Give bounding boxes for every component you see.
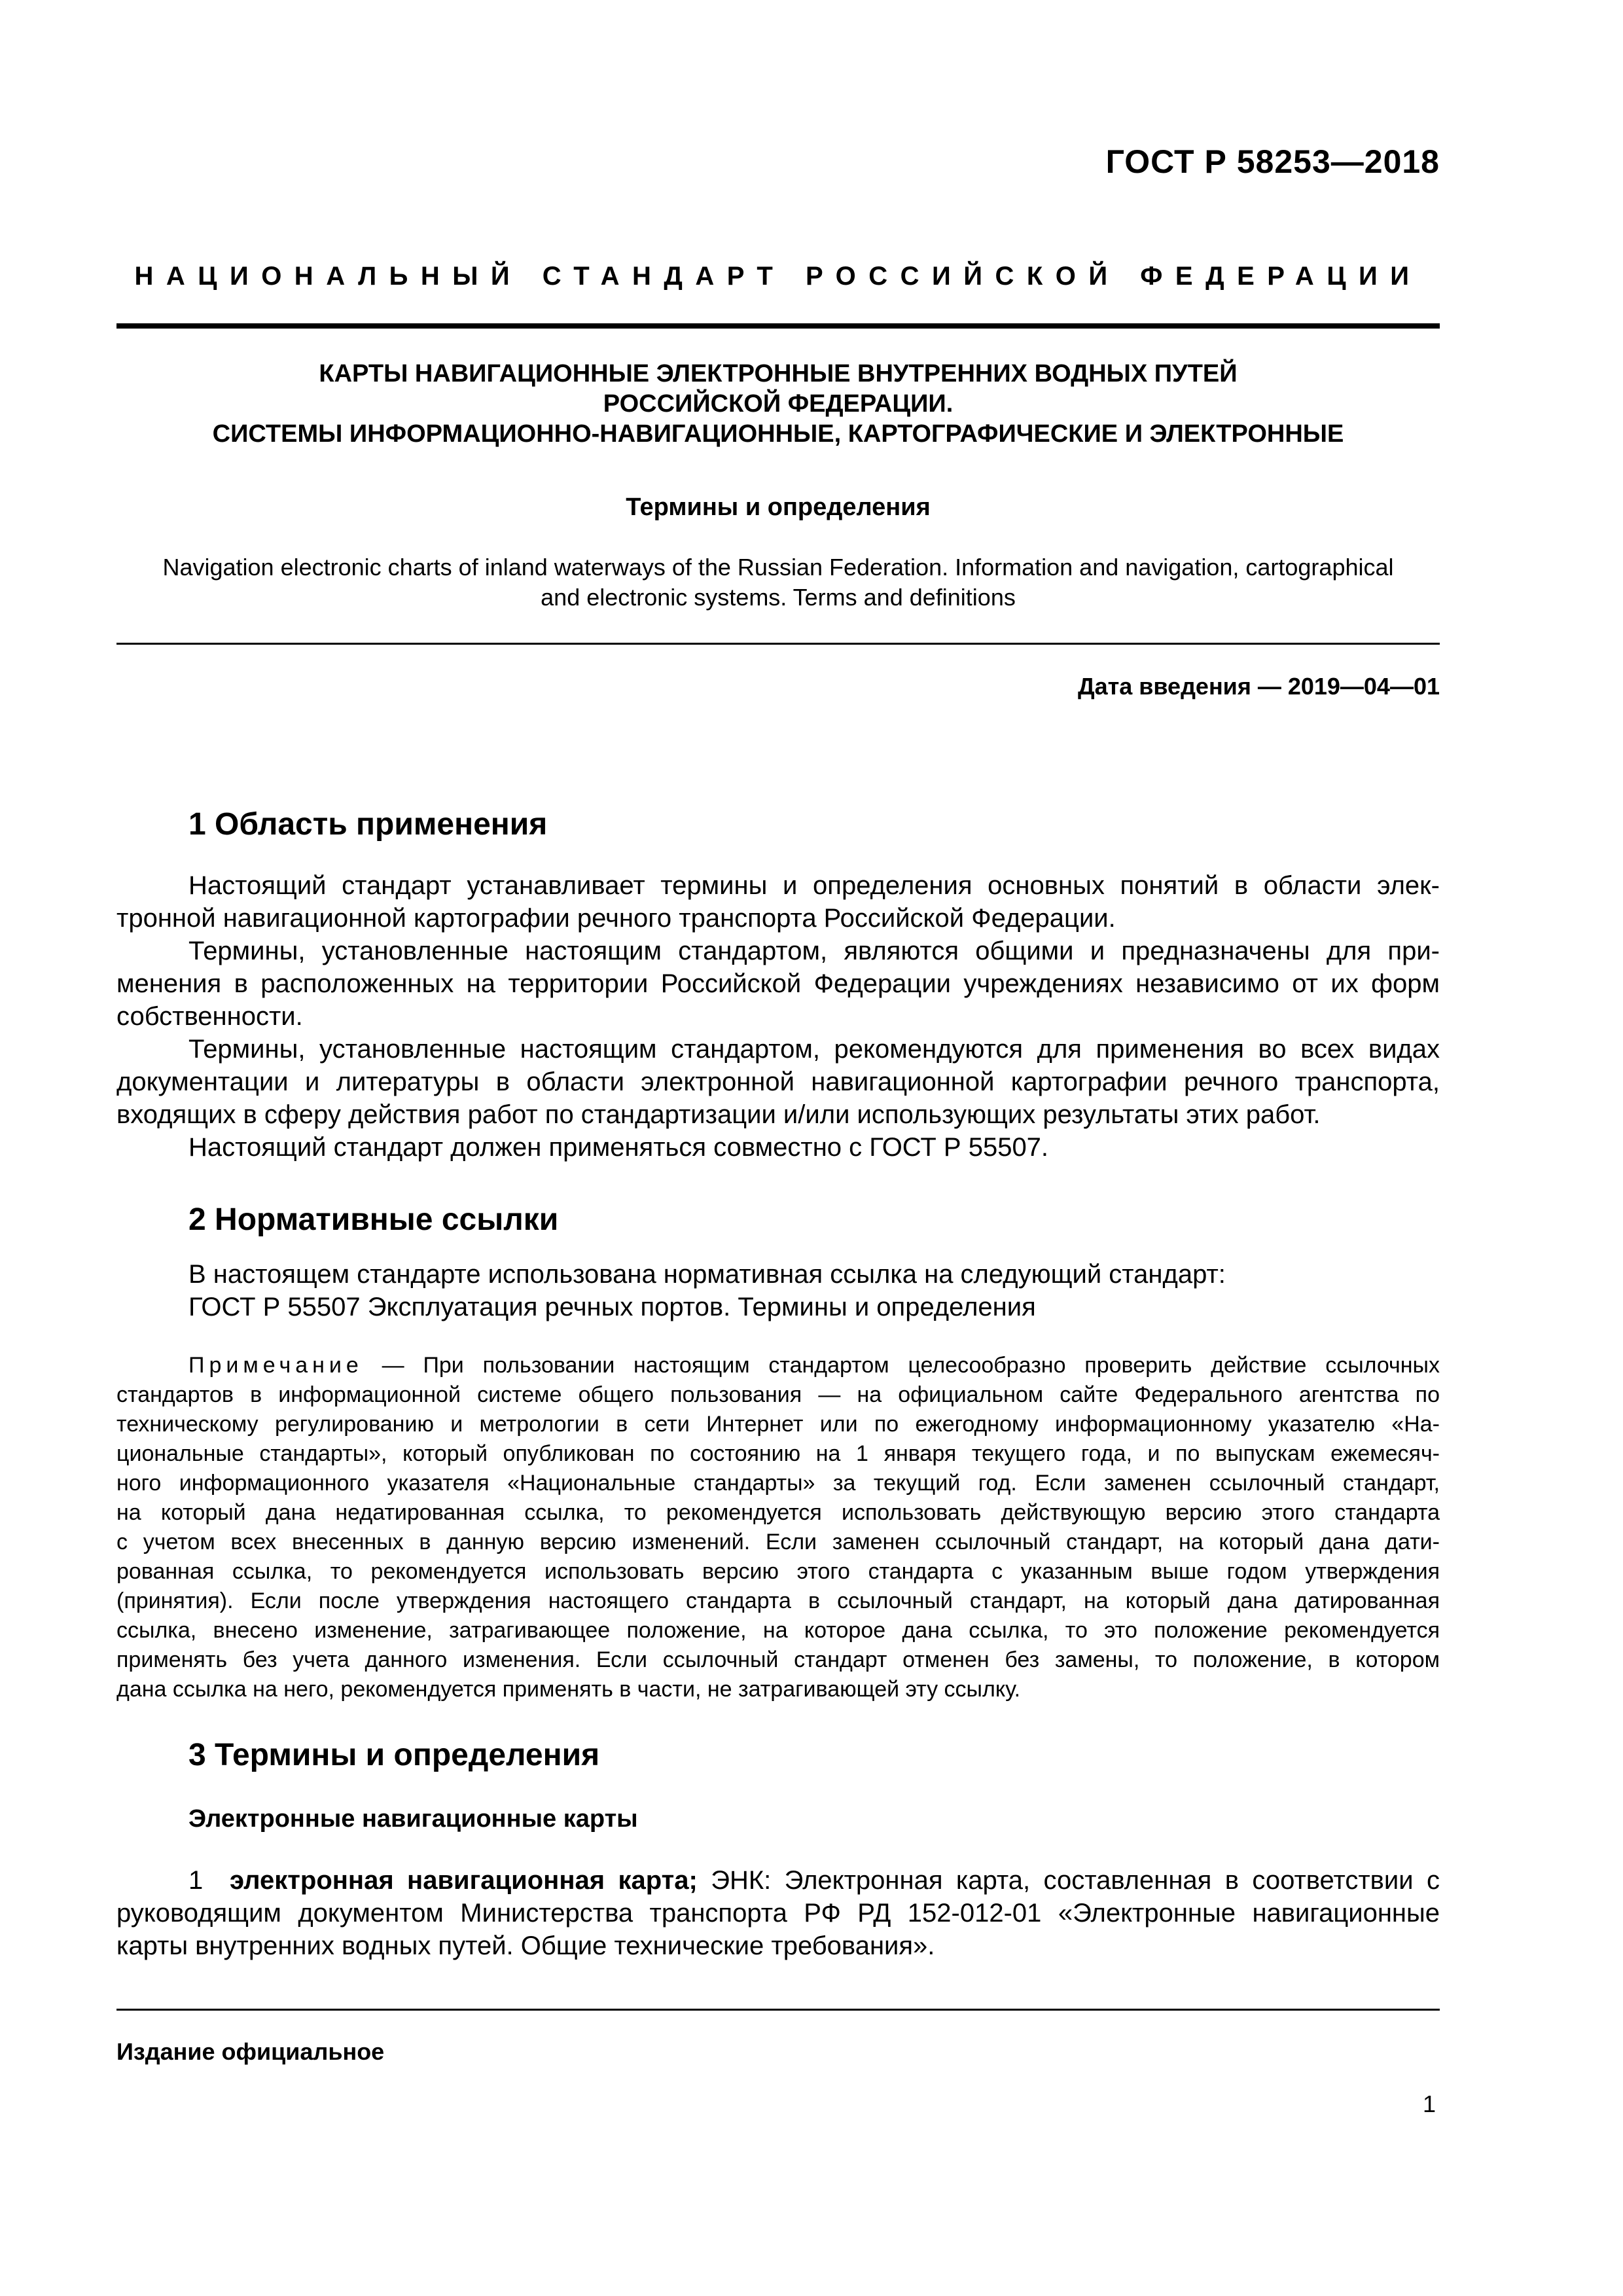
section-1-line: документации и литературы в области электронной навигационной картографии речного транспорта, xyxy=(116,1067,1440,1096)
gost-number: ГОСТ Р 58253—2018 xyxy=(1105,143,1440,180)
note-line: (принятия). Если после утверждения настоящего стандарта в ссылочный стандарт, на который дана датированная xyxy=(116,1588,1440,1613)
note-line: циональные стандарты», который опубликован по состоянию на 1 января текущего года, и по выпускам ежемесяч- xyxy=(116,1441,1440,1466)
section-1-line: собственности. xyxy=(116,1002,303,1031)
header-divider xyxy=(116,323,1440,329)
note-line: дана ссылка на него, рекомендуется применять в части, не затрагивающей эту ссылку. xyxy=(116,1677,1021,1702)
section-1-line: тронной навигационной картографии речного транспорта Российской Федерации. xyxy=(116,904,1116,933)
section-3-subheading: Электронные навигационные карты xyxy=(188,1805,638,1833)
section-2-heading: 2 Нормативные ссылки xyxy=(188,1202,559,1237)
section-1-line: Настоящий стандарт должен применяться совместно с ГОСТ Р 55507. xyxy=(188,1133,1049,1162)
section-2-body xyxy=(116,1258,1440,1323)
normative-reference: ГОСТ Р 55507 Эксплуатация речных портов. Термины и определения xyxy=(188,1293,1036,1321)
section-1-line: Настоящий стандарт устанавливает термины и определения основных понятий в области элек- xyxy=(188,871,1440,900)
note-line: стандартов в информационной системе общего пользования — на официальном сайте Федерального агентства по xyxy=(116,1382,1440,1407)
title-divider xyxy=(116,643,1440,645)
note-line: применять без учета данного изменения. Если ссылочный стандарт отменен без замены, то положение, в котором xyxy=(116,1647,1440,1672)
english-title xyxy=(116,552,1440,613)
section-1-line: Термины, установленные настоящим стандартом, являются общими и предназначены для при- xyxy=(188,937,1440,965)
term-definition-start: ЭНК: Электронная карта, составленная в соответствии с xyxy=(697,1866,1440,1895)
note-label: Примечание xyxy=(188,1353,363,1378)
term-line: руководящим документом Министерства транспорта РФ РД 152-012-01 «Электронные навигационные xyxy=(116,1899,1440,1928)
english-title-line-1: Navigation electronic charts of inland waterways of the Russian Federation. Information and navigation, cartographical xyxy=(162,554,1394,581)
section-1-line: входящих в сферу действия работ по стандартизации и/или использующих результаты этих работ. xyxy=(116,1100,1321,1129)
official-edition-label: Издание официальное xyxy=(116,2038,385,2065)
term-line: карты внутренних водных путей. Общие технические требования». xyxy=(116,1931,935,1960)
note-line: на который дана недатированная ссылка, то рекомендуется использовать действующую версию этого стандарта xyxy=(116,1500,1440,1525)
note-line xyxy=(116,1351,1440,1380)
national-standard-heading: НАЦИОНАЛЬНЫЙ СТАНДАРТ РОССИЙСКОЙ ФЕДЕРАЦИИ xyxy=(134,262,1422,291)
introduction-date: Дата введения — 2019—04—01 xyxy=(1077,673,1440,700)
note-first-text: — При пользовании настоящим стандартом целесообразно проверить действие ссылочных xyxy=(363,1353,1440,1378)
section-1-line: Термины, установленные настоящим стандартом, рекомендуются для применения во всех видах xyxy=(188,1035,1440,1064)
document-subtitle: Термины и определения xyxy=(626,493,931,521)
section-3-heading: 3 Термины и определения xyxy=(188,1738,600,1772)
title-line-3: СИСТЕМЫ ИНФОРМАЦИОННО-НАВИГАЦИОННЫЕ, КАРТОГРАФИЧЕСКИЕ И ЭЛЕКТРОННЫЕ xyxy=(212,420,1344,448)
term-entry xyxy=(116,1864,1440,1962)
english-title-line-2: and electronic systems. Terms and definitions xyxy=(541,584,1016,611)
section-1-body xyxy=(116,869,1440,1164)
footer-divider xyxy=(116,2009,1440,2011)
page-number: 1 xyxy=(1422,2090,1436,2117)
title-line-1: КАРТЫ НАВИГАЦИОННЫЕ ЭЛЕКТРОННЫЕ ВНУТРЕННИХ ВОДНЫХ ПУТЕЙ xyxy=(319,360,1238,387)
reference-note xyxy=(116,1351,1440,1704)
term-number: 1 xyxy=(188,1866,204,1895)
section-1-heading: 1 Область применения xyxy=(188,807,548,842)
note-line: с учетом всех внесенных в данную версию изменений. Если заменен ссылочный стандарт, на который дана дати- xyxy=(116,1530,1440,1554)
title-line-2: РОССИЙСКОЙ ФЕДЕРАЦИИ. xyxy=(603,390,954,418)
term-first-line xyxy=(116,1864,1440,1897)
note-line: техническому регулированию и метрологии в сети Интернет или по ежегодному информационному указателю «На- xyxy=(116,1412,1440,1437)
term-name: электронная навигационная карта; xyxy=(230,1866,698,1895)
note-line: ссылка, внесено изменение, затрагивающее положение, на которое дана ссылка, то это положение рекомендуется xyxy=(116,1618,1440,1643)
section-2-line: В настоящем стандарте использована нормативная ссылка на следующий стандарт: xyxy=(188,1260,1226,1289)
section-1-line: менения в расположенных на территории Российской Федерации учреждениях независимо от их форм xyxy=(116,969,1440,998)
note-line: ного информационного указателя «Национальные стандарты» за текущий год. Если заменен ссылочный стандарт, xyxy=(116,1471,1440,1496)
document-title xyxy=(116,359,1440,449)
note-line: рованная ссылка, то рекомендуется использовать версию этого стандарта с указанным выше годом утверждения xyxy=(116,1559,1440,1584)
